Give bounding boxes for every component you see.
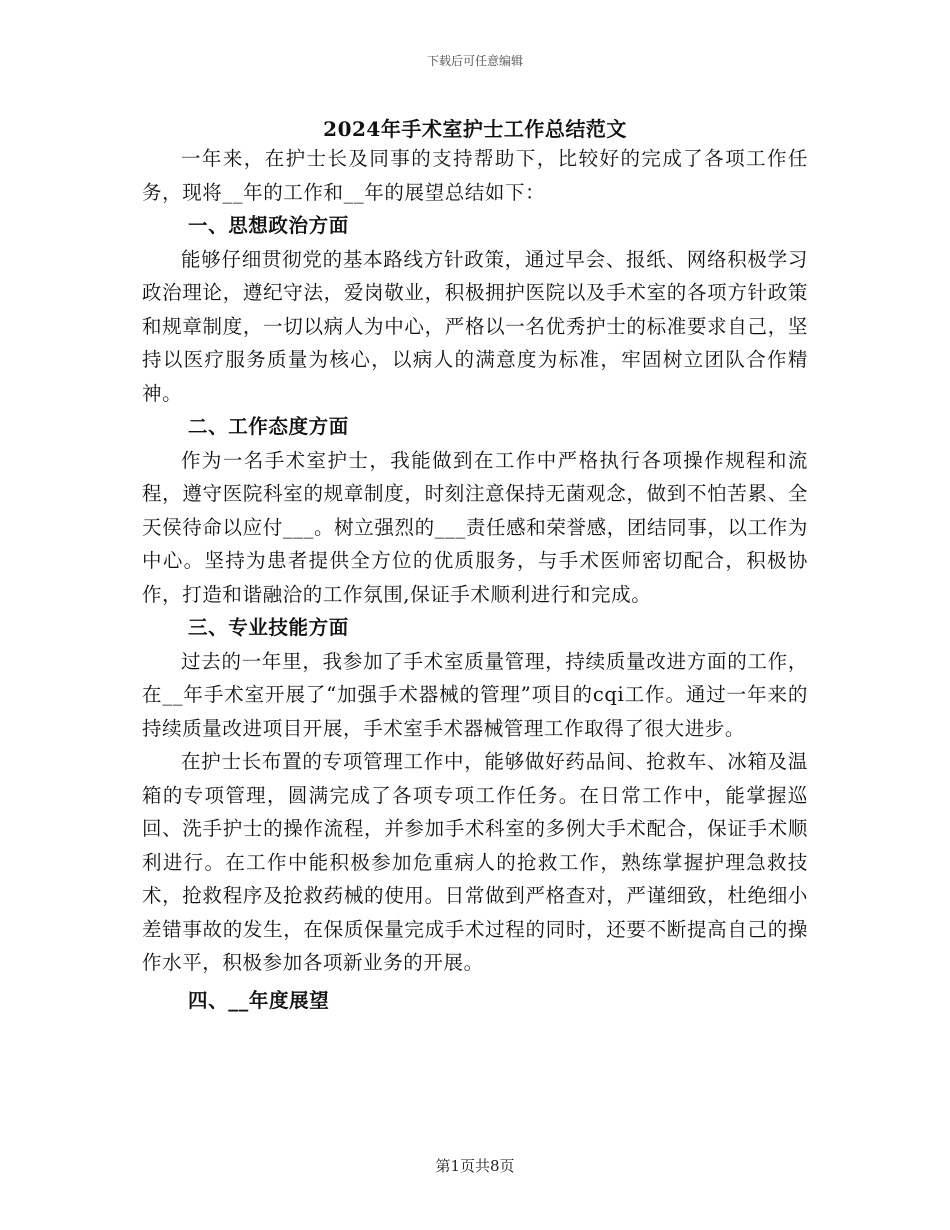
section-paragraph: 作为一名手术室护士，我能做到在工作中严格执行各项操作规程和流程，遵守医院科室的规章制度，时刻注意保持无菌观念，做到不怕苦累、全天侯待命以应付___。树立强烈的___责任感和荣誉感，团结同事，以工作为中心。坚持为患者提供全方位的优质服务，与手术医师密切配合，积极协作，打造和谐融洽的工作氛围,保证手术顺利进行和完成。 [142,448,808,606]
document-body [142,142,808,1017]
section-heading-politics: 一、思想政治方面 [188,214,349,237]
section-paragraph: 过去的一年里，我参加了手术室质量管理，持续质量改进方面的工作，在__年手术室开展了“加强手术器械的管理”项目的cqi工作。通过一年来的持续质量改进项目开展，手术室手术器械管理工作取得了很大进步。 [142,649,808,740]
section-heading-attitude: 二、工作态度方面 [188,415,349,438]
page-footer-page-info: 第1页共8页 [435,1157,515,1175]
page-header-note: 下载后可任意编辑 [426,54,523,68]
intro-paragraph: 一年来，在护士长及同事的支持帮助下，比较好的完成了各项工作任务，现将__年的工作和__年的展望总结如下： [142,147,808,204]
section-heading-skills: 三、专业技能方面 [188,616,349,639]
section-paragraph: 在护士长布置的专项管理工作中，能够做好药品间、抢救车、冰箱及温箱的专项管理，圆满完成了各项专项工作任务。在日常工作中，能掌握巡回、洗手护士的操作流程，并参加手术科室的多例大手术配合，保证手术顺利进行。在工作中能积极参加危重病人的抢救工作，熟练掌握护理急救技术，抢救程序及抢救药械的使用。日常做到严格查对，严谨细致，杜绝细小差错事故的发生，在保质保量完成手术过程的同时，还要不断提高自己的操作水平，积极参加各项新业务的开展。 [142,750,808,974]
section-paragraph: 能够仔细贯彻党的基本路线方针政策，通过早会、报纸、网络积极学习政治理论，遵纪守法，爱岗敬业，积极拥护医院以及手术室的各项方针政策和规章制度，一切以病人为中心，严格以一名优秀护士的标准要求自己，坚持以医疗服务质量为核心，以病人的满意度为标准，牢固树立团队合作精神。 [142,247,808,405]
section-heading-outlook: 四、__年度展望 [188,988,330,1012]
document-title: 2024年手术室护士工作总结范文 [323,117,627,141]
